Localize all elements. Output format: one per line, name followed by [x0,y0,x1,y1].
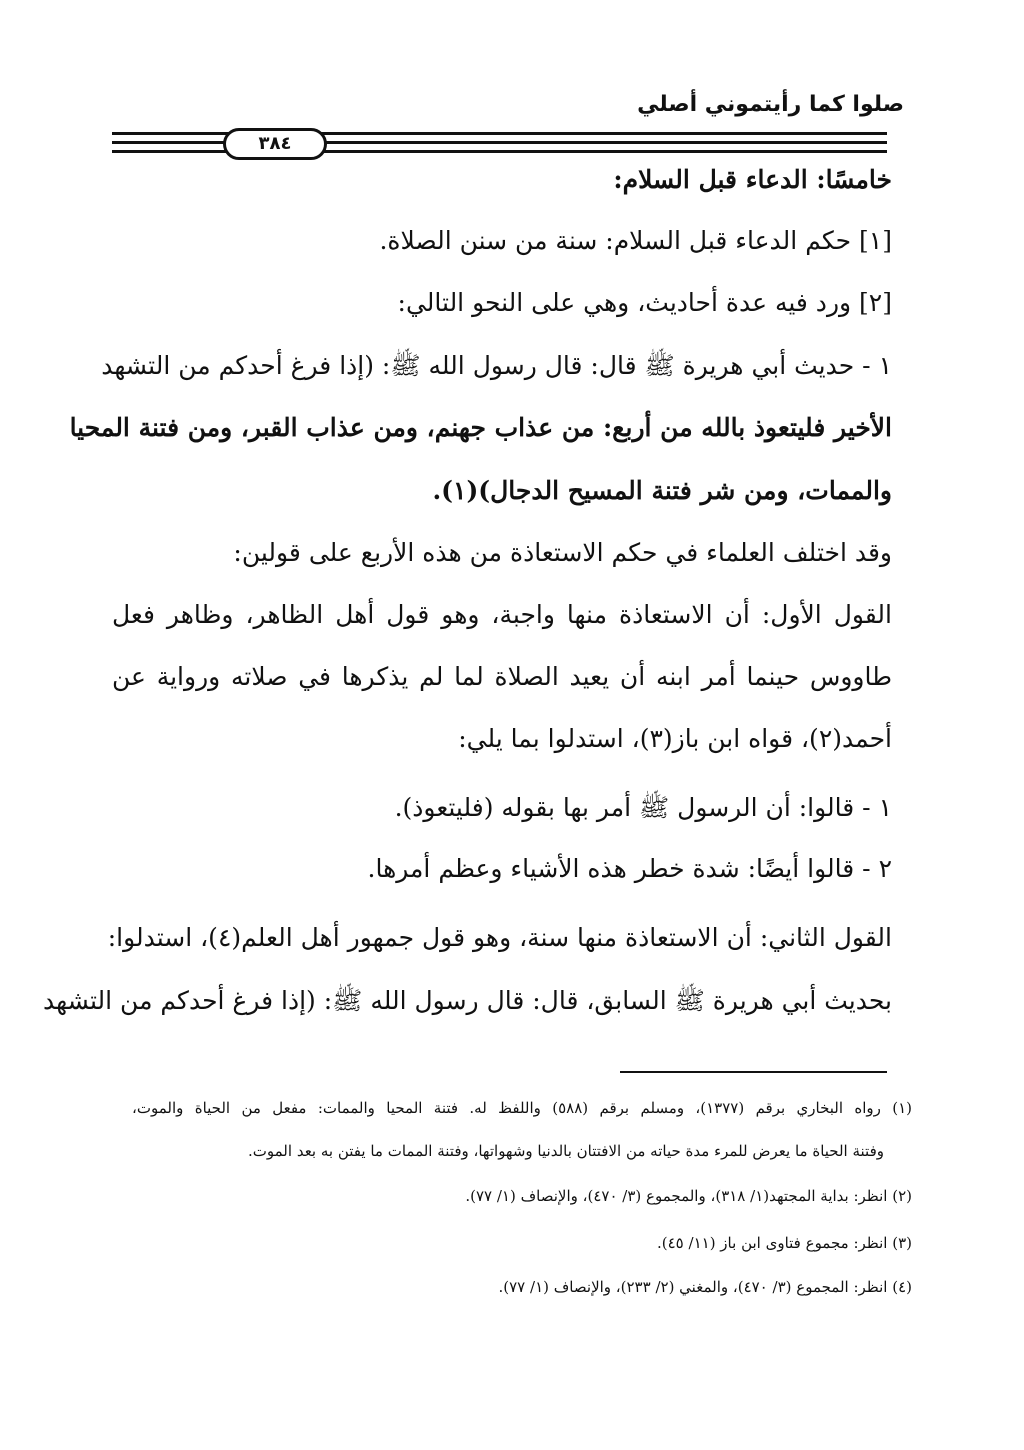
body-line: بحديث أبي هريرة ﷺ السابق، قال: قال رسول الله ﷺ: (إذا فرغ أحدكم من التشهد [43,986,892,1015]
footnote-3: (٣) انظر: مجموع فتاوى ابن باز (١١/ ٤٥). [656,1234,912,1252]
footnote-2: (٢) انظر: بداية المجتهد(١/ ٣١٨)، والمجموع (٣/ ٤٧٠)، والإنصاف (١/ ٧٧). [465,1187,912,1205]
body-line: القول الثاني: أن الاستعاذة منها سنة، وهو قول جمهور أهل العلم(٤)، استدلوا: [107,923,892,952]
footnote-1-continued: وفتنة الحياة ما يعرض للمرء مدة حياته من الافتتان بالدنيا وشهواتها، وفتنة الممات ما يفتن به بعد الموت. [248,1142,884,1160]
body-line: ٢ - قالوا أيضًا: شدة خطر هذه الأشياء وعظم أمرها. [367,854,892,883]
body-line: أحمد(٢)، قواه ابن باز(٣)، استدلوا بما يلي: [458,724,892,753]
body-line: والممات، ومن شر فتنة المسيح الدجال)(١). [432,476,892,505]
running-title: صلوا كما رأيتموني أصلي [637,92,904,117]
section-heading: خامسًا: الدعاء قبل السلام: [613,165,892,194]
body-line: ١ - حديث أبي هريرة ﷺ قال: قال رسول الله ﷺ: (إذا فرغ أحدكم من التشهد [101,351,892,380]
body-line: طاووس حينما أمر ابنه أن يعيد الصلاة لما لم يذكرها في صلاته ورواية عن [112,662,892,691]
footnote-1: (١) رواه البخاري برقم (١٣٧٧)، ومسلم برقم (٥٨٨) واللفظ له. فتنة المحيا والممات: مفعل من الحياة والموت، [132,1099,913,1117]
body-line: [٢] ورد فيه عدة أحاديث، وهي على النحو التالي: [397,288,892,317]
footnote-separator [620,1071,887,1073]
body-line: [١] حكم الدعاء قبل السلام: سنة من سنن الصلاة. [379,226,892,255]
footnote-4: (٤) انظر: المجموع (٣/ ٤٧٠)، والمغني (٢/ ٢٣٣)، والإنصاف (١/ ٧٧). [498,1278,912,1296]
body-line: وقد اختلف العلماء في حكم الاستعاذة من هذه الأربع على قولين: [233,538,892,567]
page-number: ٣٨٤ [223,128,327,160]
body-line: القول الأول: أن الاستعاذة منها واجبة، وهو قول أهل الظاهر، وظاهر فعل [112,600,893,629]
body-line: الأخير فليتعوذ بالله من أربع: من عذاب جهنم، ومن عذاب القبر، ومن فتنة المحيا [69,413,892,442]
body-line: ١ - قالوا: أن الرسول ﷺ أمر بها بقوله (فليتعوذ). [394,793,892,822]
